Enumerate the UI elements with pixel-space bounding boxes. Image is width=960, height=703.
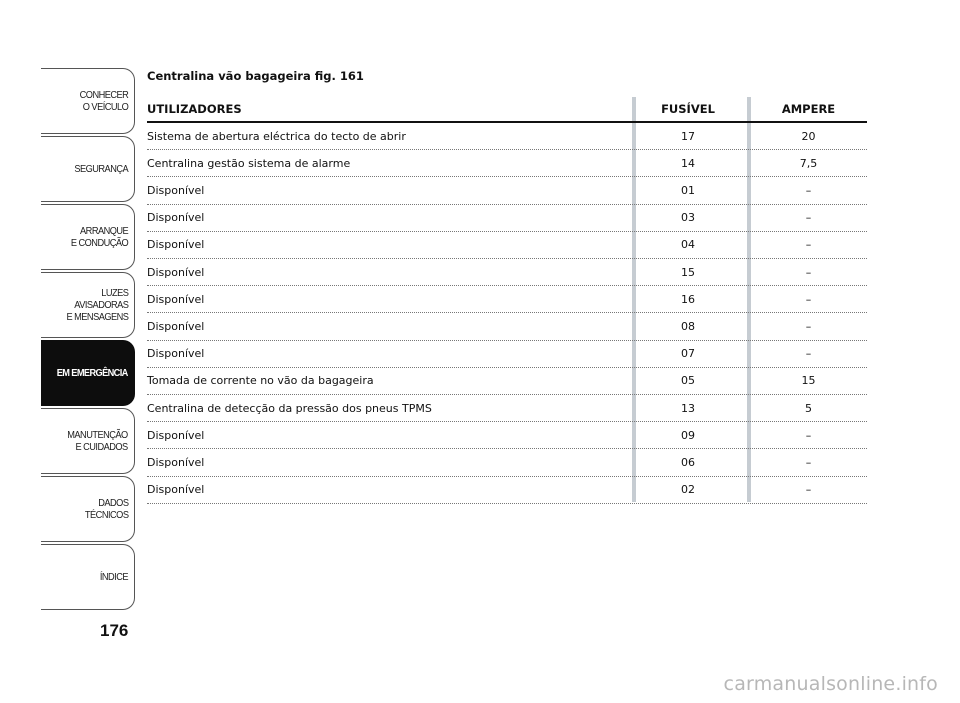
table-row <box>147 422 867 449</box>
watermark: carmanualsonline.info <box>723 673 938 695</box>
table-header <box>147 97 867 123</box>
cell-utilizador: Disponível <box>147 265 205 279</box>
cell-ampere: – <box>805 455 812 469</box>
table-row <box>147 205 867 232</box>
header-fusivel: FUSÍVEL <box>661 102 715 116</box>
cell-utilizador: Centralina de detecção da pressão dos pneus TPMS <box>147 401 432 415</box>
cell-fusivel: 03 <box>681 211 695 225</box>
cell-ampere: – <box>805 238 812 252</box>
cell-utilizador: Centralina gestão sistema de alarme <box>147 156 351 170</box>
tab-section-1[interactable] <box>41 136 135 202</box>
cell-utilizador: Tomada de corrente no vão da bagageira <box>147 374 374 388</box>
page-number: 176 <box>100 621 129 640</box>
table-row <box>147 232 867 259</box>
table-row <box>147 477 867 504</box>
cell-ampere: 5 <box>805 401 812 415</box>
cell-fusivel: 01 <box>681 183 695 197</box>
cell-ampere: 7,5 <box>799 156 818 170</box>
tab-section-7[interactable] <box>41 544 135 610</box>
cell-ampere: 15 <box>801 374 816 388</box>
table-row <box>147 286 867 313</box>
table-title: Centralina vão bagageira fig. 161 <box>147 69 364 83</box>
tab-section-3[interactable] <box>41 272 135 338</box>
cell-fusivel: 05 <box>681 374 695 388</box>
table-row <box>147 177 867 204</box>
table-row <box>147 123 867 150</box>
cell-utilizador: Disponível <box>147 292 205 306</box>
tab-section-2[interactable] <box>41 204 135 270</box>
tab-label: ARRANQUE E CONDUÇÃO <box>70 225 128 249</box>
tab-label: MANUTENÇÃO E CUIDADOS <box>67 429 128 453</box>
cell-fusivel: 14 <box>681 156 695 170</box>
table-row <box>147 449 867 476</box>
tab-label: ÍNDICE <box>99 571 128 583</box>
cell-fusivel: 09 <box>681 428 695 442</box>
tab-label: SEGURANÇA <box>74 163 128 175</box>
cell-fusivel: 07 <box>681 347 695 361</box>
tab-section-5[interactable] <box>41 408 135 474</box>
table-row <box>147 150 867 177</box>
cell-ampere: – <box>805 428 812 442</box>
header-ampere: AMPERE <box>781 102 836 116</box>
table-row <box>147 368 867 395</box>
cell-ampere: – <box>805 292 812 306</box>
tab-section-6[interactable] <box>41 476 135 542</box>
cell-fusivel: 06 <box>681 455 695 469</box>
table-row <box>147 313 867 340</box>
cell-ampere: 20 <box>801 129 816 143</box>
cell-ampere: – <box>805 183 812 197</box>
cell-ampere: – <box>805 483 812 497</box>
cell-fusivel: 04 <box>681 238 695 252</box>
cell-fusivel: 02 <box>681 483 695 497</box>
cell-fusivel: 15 <box>681 265 695 279</box>
cell-utilizador: Disponível <box>147 183 205 197</box>
cell-ampere: – <box>805 265 812 279</box>
cell-utilizador: Disponível <box>147 455 205 469</box>
cell-fusivel: 17 <box>681 129 695 143</box>
cell-ampere: – <box>805 211 812 225</box>
cell-utilizador: Disponível <box>147 319 205 333</box>
tab-section-4[interactable] <box>41 340 135 406</box>
table-row <box>147 395 867 422</box>
tab-label: EM EMERGÊNCIA <box>56 367 128 379</box>
header-utilizadores: UTILIZADORES <box>147 102 242 116</box>
tab-label: DADOS TÉCNICOS <box>84 497 128 521</box>
cell-utilizador: Sistema de abertura eléctrica do tecto de abrir <box>147 129 406 143</box>
table-row <box>147 259 867 286</box>
tab-label: LUZES AVISADORAS E MENSAGENS <box>66 287 128 323</box>
cell-utilizador: Disponível <box>147 211 205 225</box>
tab-section-0[interactable] <box>41 68 135 134</box>
cell-fusivel: 16 <box>681 292 695 306</box>
cell-ampere: – <box>805 347 812 361</box>
cell-ampere: – <box>805 319 812 333</box>
cell-fusivel: 13 <box>681 401 695 415</box>
cell-utilizador: Disponível <box>147 483 205 497</box>
cell-fusivel: 08 <box>681 319 695 333</box>
cell-utilizador: Disponível <box>147 347 205 361</box>
cell-utilizador: Disponível <box>147 238 205 252</box>
table-row <box>147 341 867 368</box>
cell-utilizador: Disponível <box>147 428 205 442</box>
tab-label: CONHECER O VEÍCULO <box>79 89 128 113</box>
